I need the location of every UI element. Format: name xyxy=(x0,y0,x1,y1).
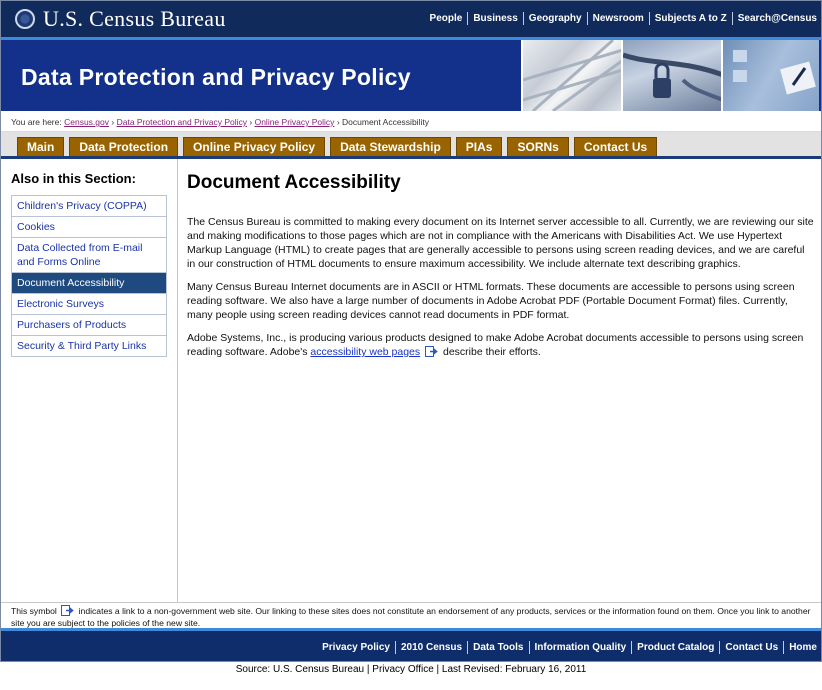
banner-photos xyxy=(521,40,821,111)
section-tabs xyxy=(1,132,821,159)
topnav-business[interactable]: Business xyxy=(468,12,523,25)
breadcrumb-link-data-protection[interactable]: Data Protection and Privacy Policy xyxy=(116,117,247,127)
sidebar-item-data-collected[interactable]: Data Collected from E-mail and Forms Online xyxy=(12,238,166,273)
sidebar-item-purchasers[interactable]: Purchasers of Products xyxy=(12,315,166,336)
footer-data-tools[interactable]: Data Tools xyxy=(468,641,529,654)
tab-pias[interactable]: PIAs xyxy=(456,137,503,156)
shredded-paper-photo xyxy=(521,40,621,111)
breadcrumb-current: Document Accessibility xyxy=(342,117,429,127)
tab-data-protection[interactable]: Data Protection xyxy=(69,137,178,156)
paragraph-commitment: The Census Bureau is committed to making every document on its Internet server accessible to all. Currently, we are reviewing our site and making modifications to those pages which are not in compliance with the Americans with Disabilities Act. We use Hypertext Markup Language (HTML) to create pages that are generally accessible to persons using screen reading devices, and we are careful in our construction of HTML documents to ensure maximum accessibility. We include alternate text describing graphics. xyxy=(187,216,814,270)
tab-online-privacy-policy[interactable]: Online Privacy Policy xyxy=(183,137,325,156)
source-line: Source: U.S. Census Bureau | Privacy Office | Last Revised: February 16, 2011 xyxy=(235,664,587,675)
census-seal-icon xyxy=(15,9,35,29)
footer-2010-census[interactable]: 2010 Census xyxy=(396,641,468,654)
page-title: Document Accessibility xyxy=(187,172,401,193)
main-content xyxy=(187,159,815,359)
topnav-people[interactable]: People xyxy=(425,12,469,25)
external-link-icon xyxy=(425,346,438,357)
logo-text: U.S. Census Bureau xyxy=(43,6,226,31)
note-text-end: indicates a link to a non-government web site. Our linking to these sites does not constitute an endorsement of any products, services or the information found on them. Once you link to another site you are subject to the policies of the new site. xyxy=(11,606,811,628)
sidebar-item-electronic-surveys[interactable]: Electronic Surveys xyxy=(12,294,166,315)
census-logo[interactable] xyxy=(15,7,226,31)
top-bar xyxy=(1,1,821,37)
topnav-subjects[interactable]: Subjects A to Z xyxy=(650,12,733,25)
top-navigation xyxy=(425,12,817,25)
tab-sorns[interactable]: SORNs xyxy=(507,137,568,156)
sidebar-heading: Also in this Section: xyxy=(11,171,136,186)
breadcrumb-prefix: You are here: xyxy=(11,117,62,127)
topnav-search[interactable]: Search@Census xyxy=(737,13,817,24)
external-link-note xyxy=(1,602,821,628)
tab-contact-us[interactable]: Contact Us xyxy=(574,137,657,156)
breadcrumb-separator: › xyxy=(249,117,253,127)
footer-product-catalog[interactable]: Product Catalog xyxy=(632,641,720,654)
paragraph-adobe xyxy=(187,331,815,359)
accessibility-web-pages-link[interactable]: accessibility web pages xyxy=(310,346,421,358)
footer-bar xyxy=(1,628,821,661)
topnav-newsroom[interactable]: Newsroom xyxy=(588,12,650,25)
sidebar xyxy=(1,159,178,602)
sidebar-list xyxy=(11,195,167,357)
breadcrumb-link-census[interactable]: Census.gov xyxy=(64,117,109,127)
tab-main[interactable]: Main xyxy=(17,137,64,156)
breadcrumb-separator: › xyxy=(336,117,340,127)
banner-title: Data Protection and Privacy Policy xyxy=(21,64,411,90)
paragraph-adobe-text: Adobe Systems, Inc., is producing various products designed to make Adobe Acrobat documents accessible to persons using screen reading software. Adobe's xyxy=(187,332,804,358)
footer-home[interactable]: Home xyxy=(789,642,817,653)
paragraph-adobe-end: describe their efforts. xyxy=(443,346,541,358)
sidebar-item-document-accessibility[interactable]: Document Accessibility xyxy=(12,273,166,294)
sidebar-item-cookies[interactable]: Cookies xyxy=(12,217,166,238)
topnav-geography[interactable]: Geography xyxy=(524,12,588,25)
padlock-photo xyxy=(621,40,721,111)
breadcrumb-link-online-privacy[interactable]: Online Privacy Policy xyxy=(254,117,335,127)
tab-data-stewardship[interactable]: Data Stewardship xyxy=(330,137,451,156)
breadcrumb-separator: › xyxy=(111,117,115,127)
keyboard-photo xyxy=(721,40,819,111)
external-link-icon xyxy=(61,605,74,616)
footer-contact-us[interactable]: Contact Us xyxy=(720,641,784,654)
paragraph-formats: Many Census Bureau Internet documents are in ASCII or HTML formats. These documents are accessible to persons using screen reading software. We also have a large number of documents in Adobe Acrobat PDF (Portable Document Format) files. Currently, many people using screen reading devices cannot read documents in PDF format. xyxy=(187,281,795,321)
sidebar-item-security-links[interactable]: Security & Third Party Links xyxy=(17,340,147,352)
breadcrumb xyxy=(1,111,821,132)
sidebar-item-childrens-privacy[interactable]: Children's Privacy (COPPA) xyxy=(12,196,166,217)
footer-privacy-policy[interactable]: Privacy Policy xyxy=(317,641,396,654)
note-text-start: This symbol xyxy=(11,606,57,616)
footer-information-quality[interactable]: Information Quality xyxy=(530,641,633,654)
banner xyxy=(1,37,821,111)
footer-navigation xyxy=(317,641,817,654)
